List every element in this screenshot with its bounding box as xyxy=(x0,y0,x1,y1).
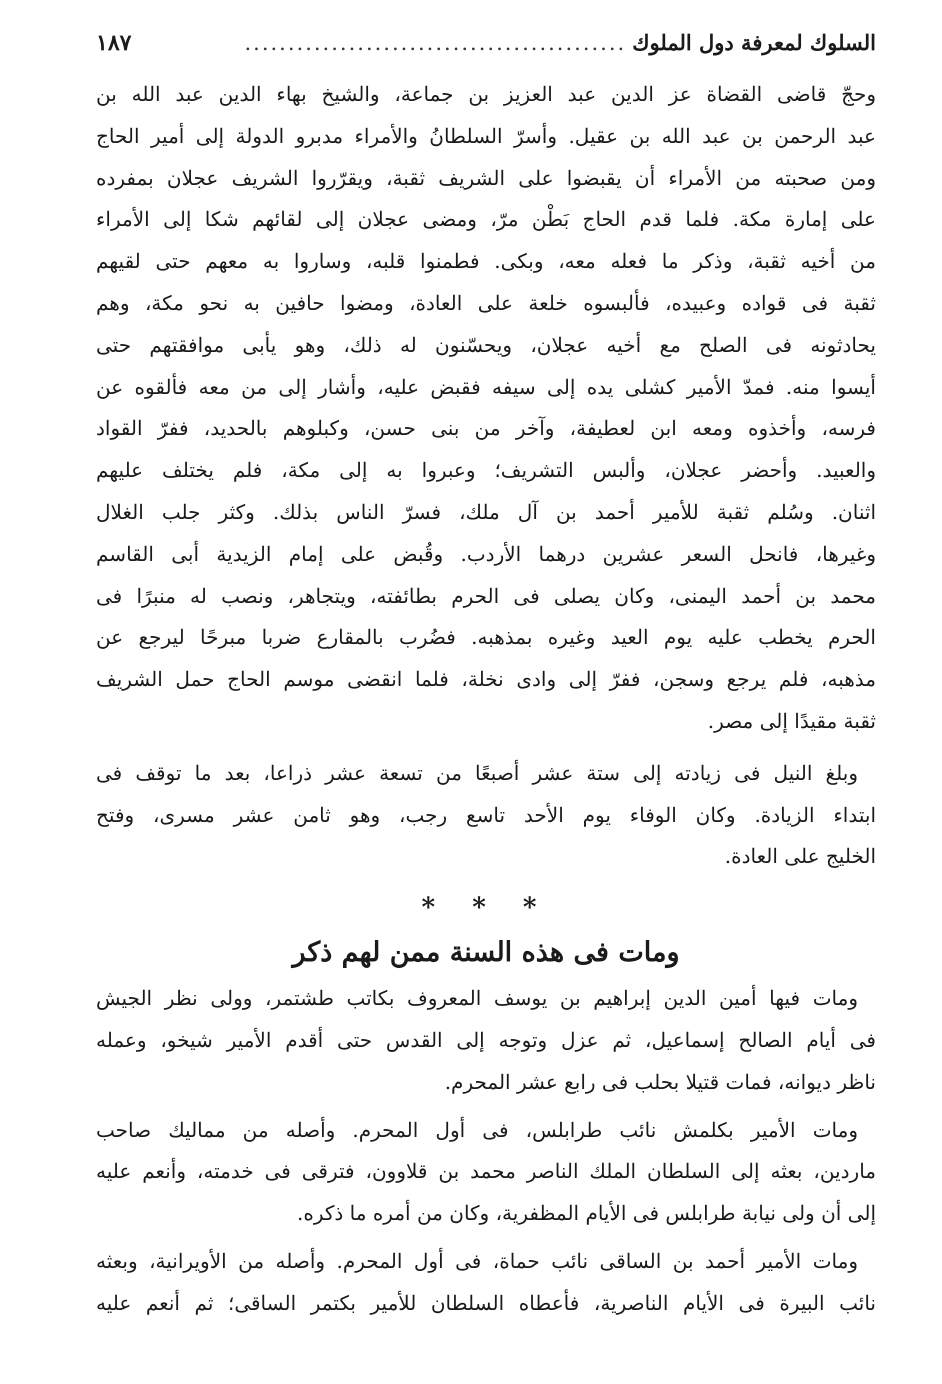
text-line: ثقبة مقيدًا إلى مصر. xyxy=(707,708,876,733)
obituary-entry xyxy=(96,1110,876,1235)
text-line: ثقبة فى قواده وعبيده، فألبسوه خلعة على العادة، ومضوا حافين به نحو مكة، وهم xyxy=(96,290,876,315)
text-line: فرسه، وأخذوه ومعه ابن لعطيفة، وآخر من بنى حسن، وكبلوهم بالحديد، ففرّ القواد xyxy=(96,416,876,441)
text-line: الحرم يخطب عليه يوم العيد وغيره بمذهبه. فضُرب بالمقارع ضربا مبرحًا ليرجع عن xyxy=(96,625,876,650)
section-heading: ومات فى هذه السنة ممن لهم ذكر xyxy=(292,937,680,969)
obituary-entry xyxy=(96,1241,876,1325)
text-line: والعبيد. وأحضر عجلان، وألبس التشريف؛ وعبروا به إلى مكة، فلم يختلف عليهم xyxy=(96,458,876,483)
text-line: ومن صحبته من الأمراء أن يقبضوا على الشريف ثقبة، ويقرّروا الشريف عجلان بمفرده xyxy=(96,165,876,190)
text-line: ومات الأمير أحمد بن الساقى نائب حماة، فى أول المحرم. وأصله من الأويرانية، وبعثه xyxy=(96,1248,858,1273)
text-line: وحجّ قاضى القضاة عز الدين عبد العزيز بن جماعة، والشيخ بهاء الدين عبد الله بن xyxy=(96,82,876,106)
obituary-entry xyxy=(96,978,876,1103)
page-number: ١٨٧ xyxy=(96,30,132,56)
text-line: من أخيه ثقبة، وذكر ما فعله معه، وبكى. فطمنوا قلبه، وساروا به معهم حتى لقيهم xyxy=(96,249,876,274)
text-line: ومات الأمير بكلمش نائب طرابلس، فى أول المحرم. وأصله من مماليك صاحب xyxy=(96,1117,858,1142)
text-line: اثنان. وسُلم ثقبة للأمير أحمد بن آل ملك، فسرّ الناس بذلك. وكثر جلب الغلال xyxy=(96,499,876,524)
text-line: وغيرها، فانحل السعر عشرين درهما الأردب. وقُبض على إمام الزيدية أبى القاسم xyxy=(96,541,876,566)
book-page xyxy=(96,30,876,1370)
text-line: ابتداء الزيادة. وكان الوفاء يوم الأحد تاسع رجب، وهو ثامن عشر مسرى، وفتح xyxy=(96,802,876,827)
text-line: ماردين، بعثه إلى السلطان الملك الناصر محمد بن قلاوون، فترقى فى خدمته، وأنعم عليه xyxy=(96,1159,876,1184)
running-head-dot-leader: ............................................ xyxy=(244,31,627,55)
text-line: أيسوا منه. فمدّ الأمير كشلى يده إلى سيفه فقبض عليه، وأشار إلى من معه فألقوه عن xyxy=(96,374,876,399)
text-line: ومات فيها أمين الدين إبراهيم بن يوسف المعروف بكاتب طشتمر، وولى نظر الجيش xyxy=(96,986,858,1011)
text-line: مذهبه، فلم يرجع وسجن، ففرّ إلى وادى نخلة، فلما انقضى موسم الحاج حمل الشريف xyxy=(96,667,876,692)
paragraph-hajj-events xyxy=(96,74,876,743)
text-line: إلى أن ولى نيابة طرابلس فى الأيام المظفرية، وكان من أمره ما ذكره. xyxy=(297,1201,876,1226)
text-line: على إمارة مكة. فلما قدم الحاج بَطْن مرّ، ومضى عجلان إلى لقائهم شكا إلى الأمراء xyxy=(96,207,876,232)
running-head xyxy=(96,30,876,74)
paragraph-nile-flood xyxy=(96,753,876,878)
text-line: فى أيام الصالح إسماعيل، ثم عزل وتوجه إلى القدس حتى أقدم الأمير شيخو، وعمله xyxy=(96,1027,876,1052)
text-line: عبد الرحمن بن عبد الله بن عقيل. وأسرّ السلطانُ والأمراء مدبرو الدولة إلى أمير الحاج xyxy=(96,123,876,148)
running-head-title: السلوك لمعرفة دول الملوك xyxy=(632,30,876,55)
text-line: نائب البيرة فى الأيام الناصرية، فأعطاه السلطان للأمير بكتمر الساقى؛ ثم أنعم عليه xyxy=(96,1290,876,1315)
text-line: محمد بن أحمد اليمنى، وكان يصلى فى الحرم بطائفته، ويتجاهر، ونصب له منبرًا فى xyxy=(96,583,876,608)
text-line: وبلغ النيل فى زيادته إلى ستة عشر أصبعًا من تسعة عشر ذراعا، بعد ما توقف فى xyxy=(96,760,858,785)
text-line: ناظر ديوانه، فمات قتيلا بحلب فى رابع عشر المحرم. xyxy=(444,1069,876,1094)
section-separator: * * * xyxy=(421,893,551,924)
text-line: يحادثونه فى الصلح مع أخيه عجلان، ويحسّنون له ذلك، وهو يأبى موافقتهم حتى xyxy=(96,332,876,357)
text-line: الخليج على العادة. xyxy=(724,844,876,869)
